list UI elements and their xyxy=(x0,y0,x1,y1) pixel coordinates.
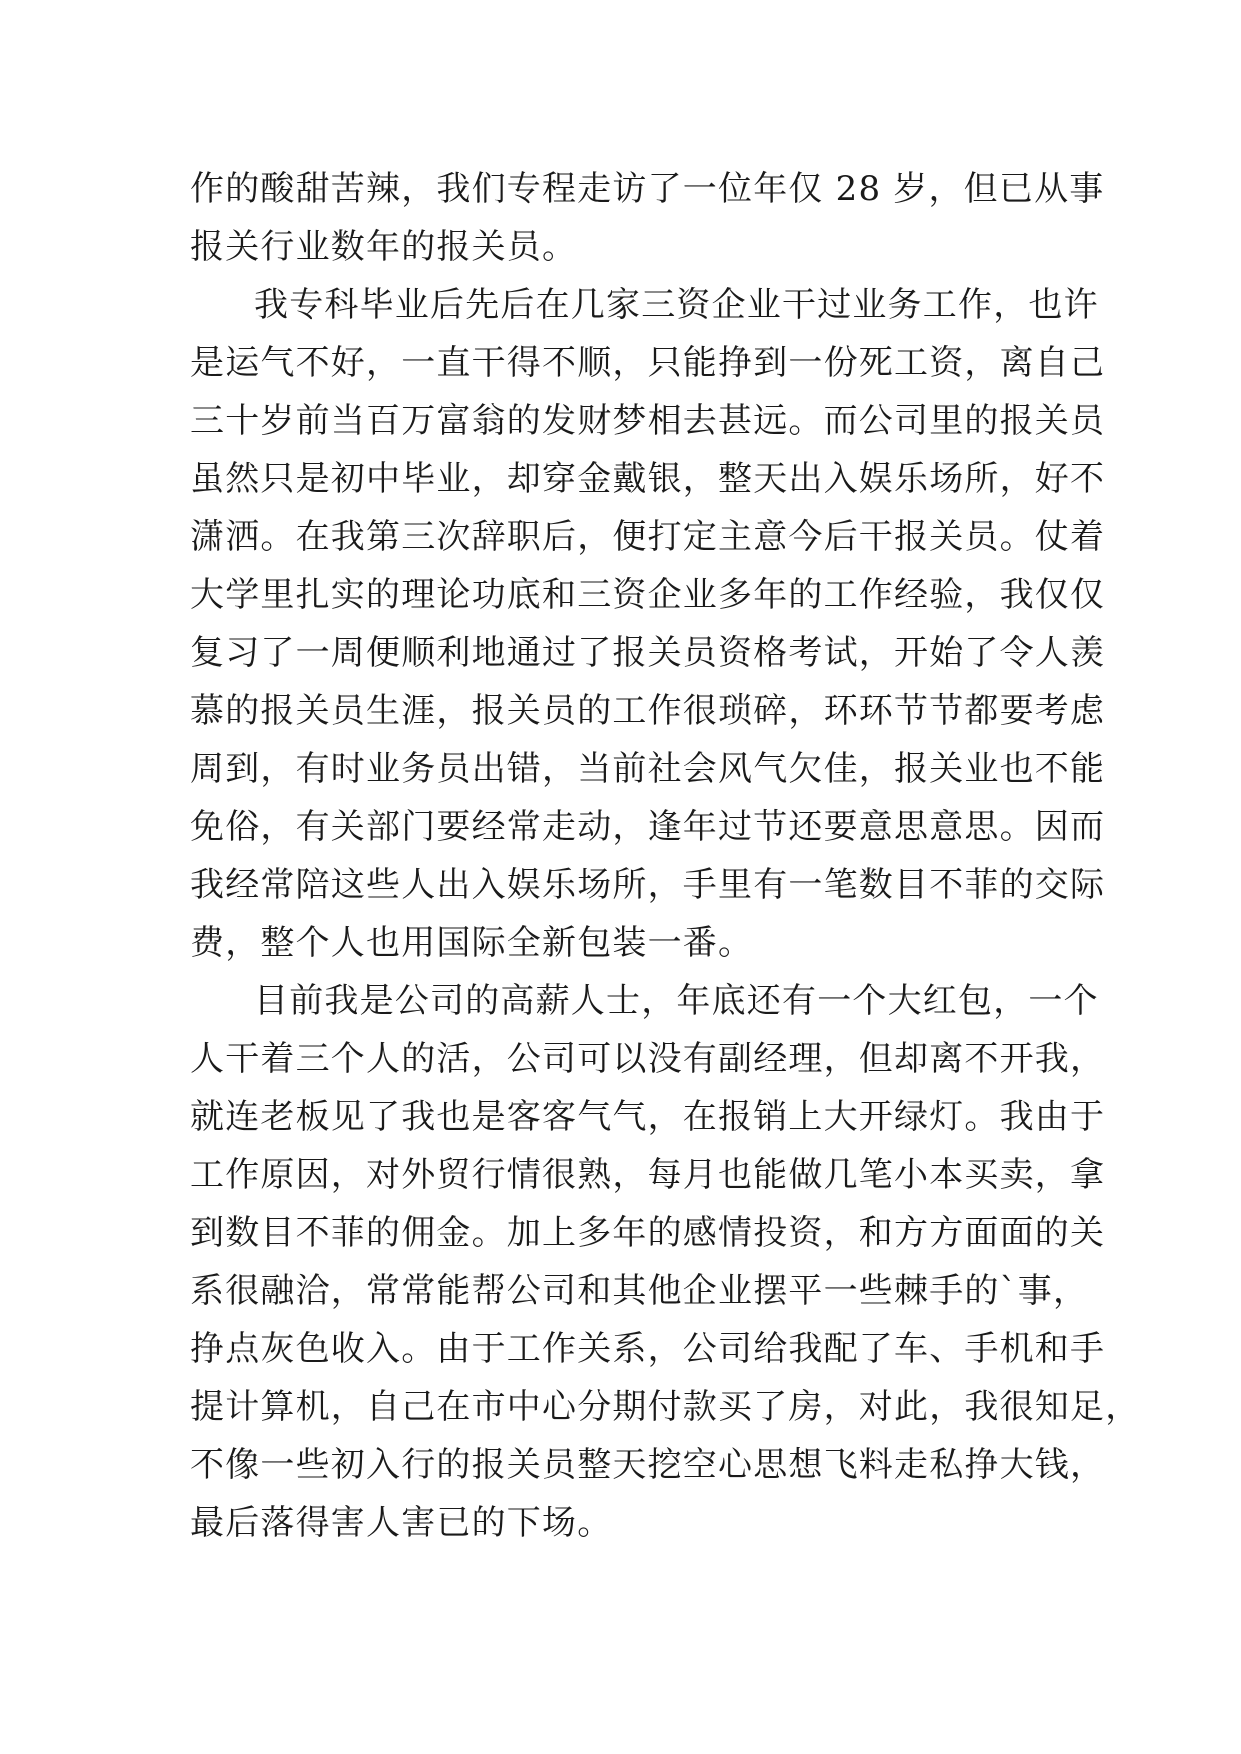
paragraph-line: 系很融洽，常常能帮公司和其他企业摆平一些棘手的`事， xyxy=(190,1271,1089,1311)
paragraph-first-line: 目前我是公司的高薪人士，年底还有一个大红包，一个 xyxy=(254,981,1099,1021)
paragraph-first-line: 我专科毕业后先后在几家三资企业干过业务工作，也许 xyxy=(254,285,1099,325)
paragraph-line: 大学里扎实的理论功底和三资企业多年的工作经验，我仅仅 xyxy=(190,575,1106,615)
paragraph-3 xyxy=(190,972,1141,1552)
paragraph-line: 提计算机，自己在市中心分期付款买了房，对此，我很知足， xyxy=(190,1387,1141,1427)
paragraph-line: 复习了一周便顺利地通过了报关员资格考试，开始了令人羡 xyxy=(190,633,1106,673)
paragraph-line: 报关行业数年的报关员。 xyxy=(190,227,578,267)
paragraph-line: 人干着三个人的活，公司可以没有副经理，但却离不开我， xyxy=(190,1039,1106,1079)
paragraph-line: 费，整个人也用国际全新包装一番。 xyxy=(190,923,754,963)
paragraph-line: 我经常陪这些人出入娱乐场所，手里有一笔数目不菲的交际 xyxy=(190,865,1106,905)
paragraph-line: 作的酸甜苦辣，我们专程走访了一位年仅 28 岁，但已从事 xyxy=(190,169,1105,209)
paragraph-line: 潇洒。在我第三次辞职后，便打定主意今后干报关员。仗着 xyxy=(190,517,1106,557)
paragraph-line: 三十岁前当百万富翁的发财梦相去甚远。而公司里的报关员 xyxy=(190,401,1106,441)
paragraph-line: 工作原因，对外贸行情很熟，每月也能做几笔小本买卖，拿 xyxy=(190,1155,1106,1195)
document-body xyxy=(190,160,1141,1552)
paragraph-line: 不像一些初入行的报关员整天挖空心思想飞料走私挣大钱， xyxy=(190,1445,1106,1485)
paragraph-line: 就连老板见了我也是客客气气，在报销上大开绿灯。我由于 xyxy=(190,1097,1106,1137)
paragraph-line: 到数目不菲的佣金。加上多年的感情投资，和方方面面的关 xyxy=(190,1213,1106,1253)
paragraph-line: 是运气不好，一直干得不顺，只能挣到一份死工资，离自己 xyxy=(190,343,1106,383)
paragraph-line: 慕的报关员生涯，报关员的工作很琐碎，环环节节都要考虑 xyxy=(190,691,1106,731)
paragraph-line: 最后落得害人害已的下场。 xyxy=(190,1503,613,1543)
paragraph-line: 周到，有时业务员出错，当前社会风气欠佳，报关业也不能 xyxy=(190,749,1106,789)
paragraph-line: 免俗，有关部门要经常走动，逢年过节还要意思意思。因而 xyxy=(190,807,1106,847)
paragraph-1 xyxy=(190,160,1105,276)
paragraph-2 xyxy=(190,276,1106,972)
paragraph-line: 虽然只是初中毕业，却穿金戴银，整天出入娱乐场所，好不 xyxy=(190,459,1106,499)
paragraph-line: 挣点灰色收入。由于工作关系，公司给我配了车、手机和手 xyxy=(190,1329,1106,1369)
